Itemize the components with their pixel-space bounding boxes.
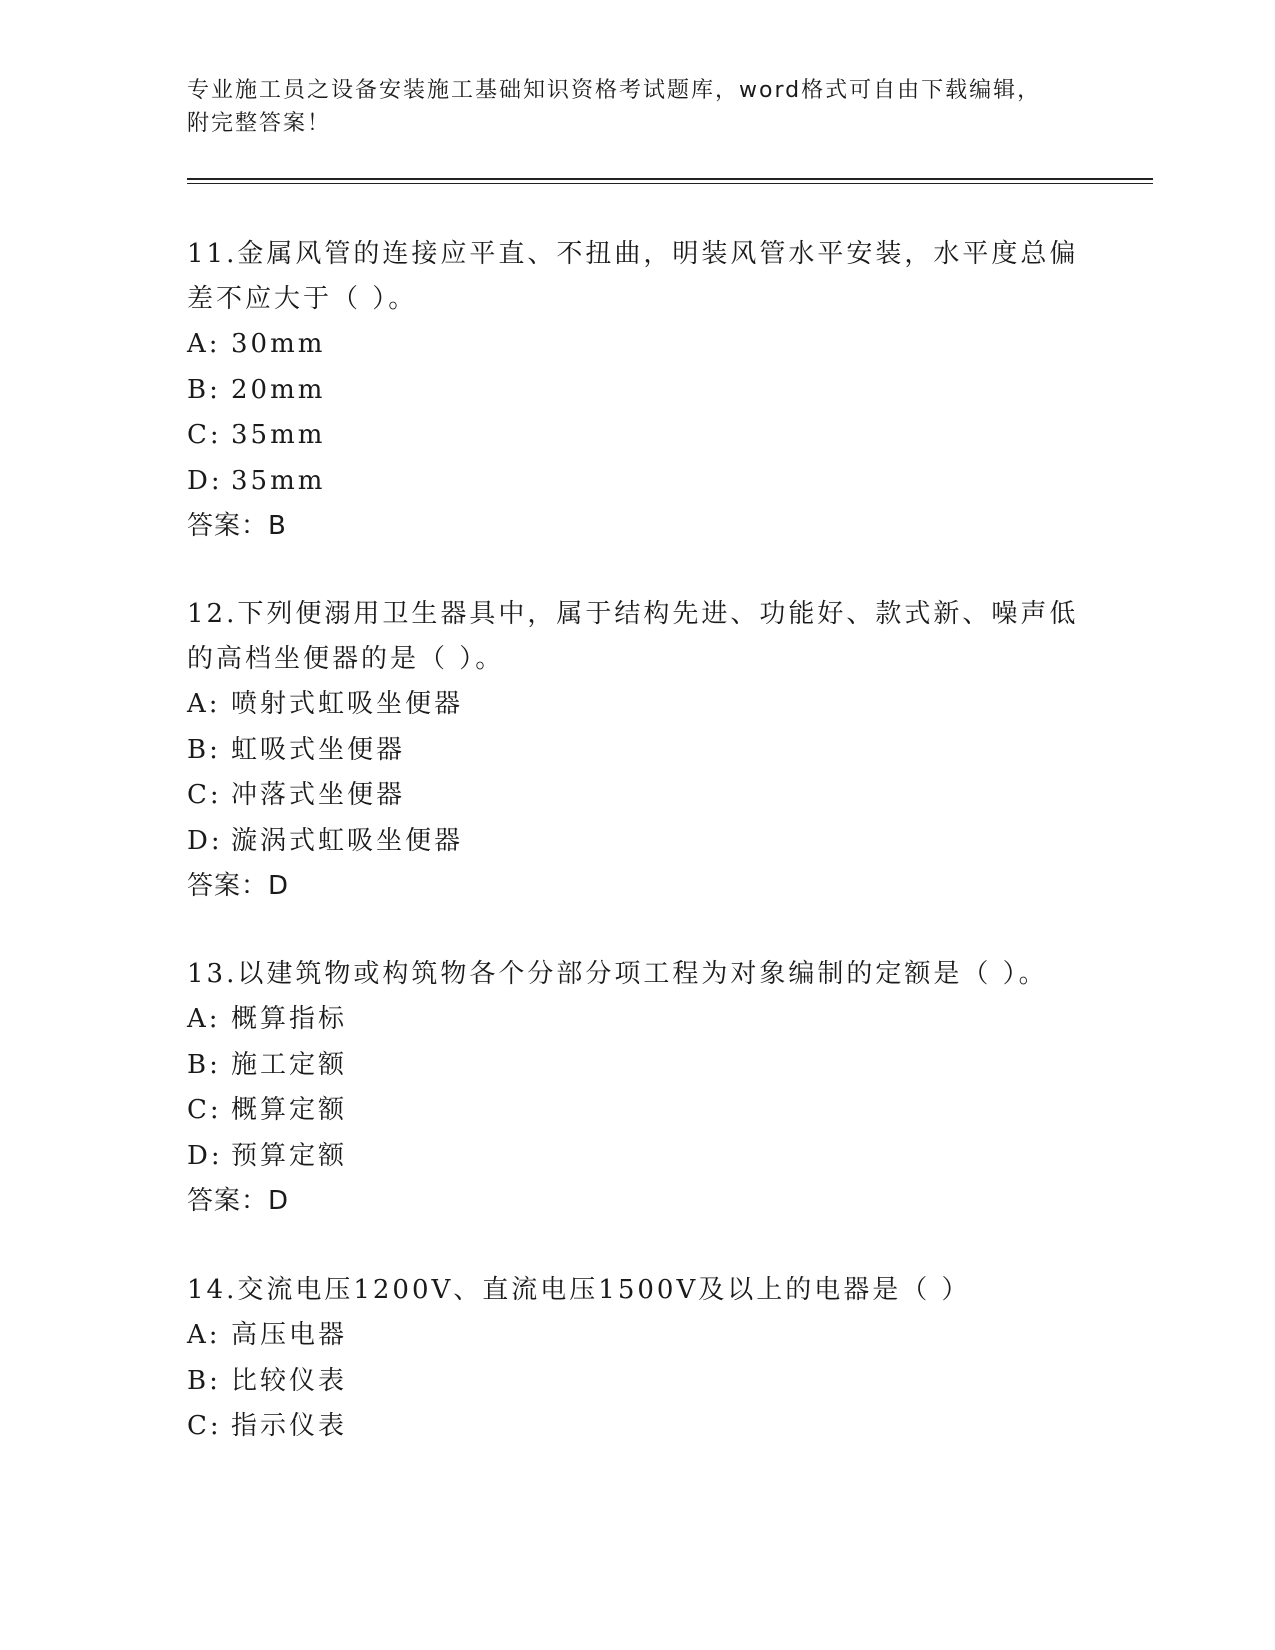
answer: 答案：B xyxy=(187,511,287,541)
option-b xyxy=(187,1359,1087,1405)
question-text-line-2: 差不应大于（ ）。 xyxy=(187,284,418,314)
option-label: B: xyxy=(187,734,221,765)
option-label: A: xyxy=(187,329,221,359)
document-header xyxy=(187,74,1067,140)
option-d xyxy=(187,459,1087,505)
option-text: 概算定额 xyxy=(231,1095,348,1125)
option-b xyxy=(187,1043,1087,1089)
option-label: D: xyxy=(187,465,223,496)
header-divider xyxy=(187,178,1153,180)
question-11 xyxy=(187,232,1087,549)
answer: 答案：D xyxy=(187,871,290,901)
option-label: B: xyxy=(187,1365,221,1396)
option-b xyxy=(187,728,1087,774)
option-label: C: xyxy=(187,1095,222,1125)
option-text: 指示仪表 xyxy=(231,1411,348,1441)
answer: 答案：D xyxy=(187,1186,290,1216)
option-text: 比较仪表 xyxy=(231,1365,348,1396)
option-text: 冲落式坐便器 xyxy=(231,780,406,810)
option-text: 35mm xyxy=(231,465,326,496)
option-text: 喷射式虹吸坐便器 xyxy=(231,689,464,719)
option-c xyxy=(187,1088,1087,1134)
question-text-line-1: 14.交流电压1200V、直流电压1500V及以上的电器是（ ） xyxy=(187,1275,971,1305)
question-text-line-1: 13.以建筑物或构筑物各个分部分项工程为对象编制的定额是（ ）。 xyxy=(187,959,1048,989)
option-label: D: xyxy=(187,825,223,856)
question-text-line-1: 11.金属风管的连接应平直、不扭曲，明装风管水平安装，水平度总偏 xyxy=(187,239,1079,269)
header-line-1: 专业施工员之设备安装施工基础知识资格考试题库，word格式可自由下载编辑， xyxy=(187,78,1042,103)
option-text: 预算定额 xyxy=(231,1140,348,1171)
option-text: 30mm xyxy=(231,329,326,359)
option-a xyxy=(187,1313,1087,1359)
option-label: A: xyxy=(187,1320,221,1350)
option-text: 施工定额 xyxy=(231,1049,348,1080)
question-text-line-1: 12.下列便溺用卫生器具中，属于结构先进、功能好、款式新、噪声低 xyxy=(187,599,1079,629)
option-label: A: xyxy=(187,689,221,719)
option-label: B: xyxy=(187,374,221,405)
option-text: 概算指标 xyxy=(231,1004,348,1034)
question-text-line-2: 的高档坐便器的是（ ）。 xyxy=(187,644,505,674)
header-line-2: 附完整答案！ xyxy=(187,111,332,136)
question-13 xyxy=(187,952,1087,1224)
option-d xyxy=(187,819,1087,865)
option-d xyxy=(187,1134,1087,1180)
question-14 xyxy=(187,1268,1087,1450)
option-text: 20mm xyxy=(231,374,326,405)
option-label: A: xyxy=(187,1004,221,1034)
option-label: C: xyxy=(187,1411,222,1441)
question-12 xyxy=(187,592,1087,909)
option-a xyxy=(187,682,1087,728)
option-text: 高压电器 xyxy=(231,1320,348,1350)
option-c xyxy=(187,773,1087,819)
option-text: 漩涡式虹吸坐便器 xyxy=(231,825,464,856)
option-text: 35mm xyxy=(231,420,326,450)
option-a xyxy=(187,322,1087,368)
option-label: D: xyxy=(187,1140,223,1171)
option-c xyxy=(187,1404,1087,1450)
header-divider-thin xyxy=(187,183,1153,184)
option-b xyxy=(187,368,1087,414)
option-label: B: xyxy=(187,1049,221,1080)
option-text: 虹吸式坐便器 xyxy=(231,734,406,765)
option-a xyxy=(187,997,1087,1043)
option-label: C: xyxy=(187,420,222,450)
option-label: C: xyxy=(187,780,222,810)
option-c xyxy=(187,413,1087,459)
